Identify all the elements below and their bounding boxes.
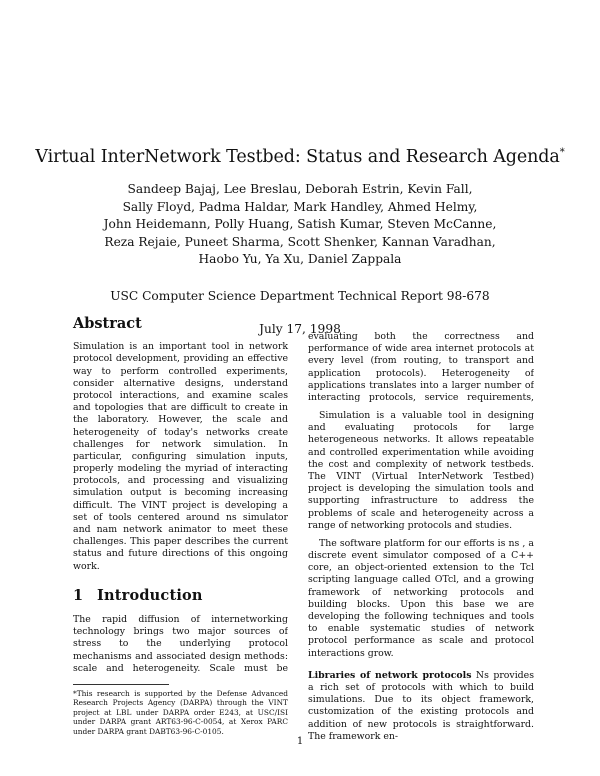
report-line: USC Computer Science Department Technical Report 98-678: [110, 289, 490, 303]
footnote: *This research is supported by the Defense Advanced Research Projects Agency (DARPA) through the VINT project at LBL under DARPA order E243, at USC/ISI under DARPA grant ART63-96-C-0054, at Xerox PARC under DARPA grant DABT63-96-C-0105.: [73, 688, 288, 736]
left-column: [73, 317, 288, 736]
right-column: [308, 317, 534, 743]
author-line: Reza Rejaie, Puneet Sharma, Scott Shenker, Kannan Varadhan,: [104, 234, 496, 249]
title-footnote-mark: *: [559, 147, 565, 159]
intro-paragraph-1-tail: evaluating both the correctness and performance of wide area internet protocols at every level (from routing, to transport and application protocols). Heterogeneity of applications translates into a larger number of interacting protocols, service requirements,: [308, 331, 534, 403]
libraries-item: [308, 670, 534, 743]
intro-heading: [73, 586, 288, 604]
author-line: Sally Floyd, Padma Haldar, Mark Handley, Ahmed Helmy,: [122, 199, 478, 214]
intro-paragraph-3: The software platform for our efforts is ns , a discrete event simulator composed of a C++ core, an object-oriented extension to the Tcl scripting language called OTcl, and a growing framework of networking protocols and building blocks. Upon this base we are developing the following techniques and tools to enable systematic studies of network protocol performance as scale and protocol interactions grow.: [308, 537, 534, 659]
libraries-paragraph: [308, 670, 534, 743]
footnote-divider: [73, 684, 169, 685]
intro-paragraph-1: The rapid diffusion of internetworking technology brings two major sources of stress to the underlying protocol mechanisms and associated design methods: scale and heterogeneity. Scale must be: [73, 613, 288, 674]
report-date: July 17, 1998: [259, 322, 341, 336]
abstract-heading: Abstract: [73, 315, 142, 332]
paper-title: [0, 147, 600, 167]
author-list: [0, 181, 600, 269]
page-number: 1: [296, 736, 304, 747]
abstract-text: Simulation is an important tool in network protocol development, providing an effective way to perform controlled experiments, consider alternative designs, understand protocol interactions, and examine scales and topologies that are difficult to create in the laboratory. However, the scale and heterogeneity of today's networks create challenges for network simulation. In particular, configuring simulation inputs, properly modeling the myriad of interacting protocols, and processing and visualizing simulation output is becoming increasing difficult. The VINT project is developing a set of tools centered around ns simulator and nam network animator to meet these challenges. This paper describes the current status and future directions of this ongoing work.: [73, 341, 288, 572]
author-line: John Heidemann, Polly Huang, Satish Kumar, Steven McCanne,: [103, 217, 497, 232]
author-line: Sandeep Bajaj, Lee Breslau, Deborah Estrin, Kevin Fall,: [127, 182, 473, 196]
intro-paragraph-2: Simulation is a valuable tool in designing and evaluating protocols for large heterogeneous networks. It allows repeatable and controlled experimentation while avoiding the cost and complexity of network testbeds. The VINT (Virtual InterNetwork Testbed) project is developing the simulation tools and supporting infrastructure to address the problems of scale and heterogeneity across a range of networking protocols and studies.: [308, 410, 534, 531]
section-title: Introduction: [97, 586, 203, 604]
intro-paragraph-1-continued: [308, 331, 534, 404]
section-number: 1: [73, 586, 84, 604]
author-line: Haobo Yu, Ya Xu, Daniel Zappala: [198, 252, 402, 267]
paper-title-text: Virtual InterNetwork Testbed: Status and Research Agenda: [35, 147, 560, 167]
libraries-label: Libraries of network protocols: [308, 669, 472, 681]
libraries-text: Ns provides a rich set of protocols with which to build simulations. Due to its object framework, customization of the existing protocols and addition of new protocols is straightforward. The framework en-: [308, 669, 534, 742]
